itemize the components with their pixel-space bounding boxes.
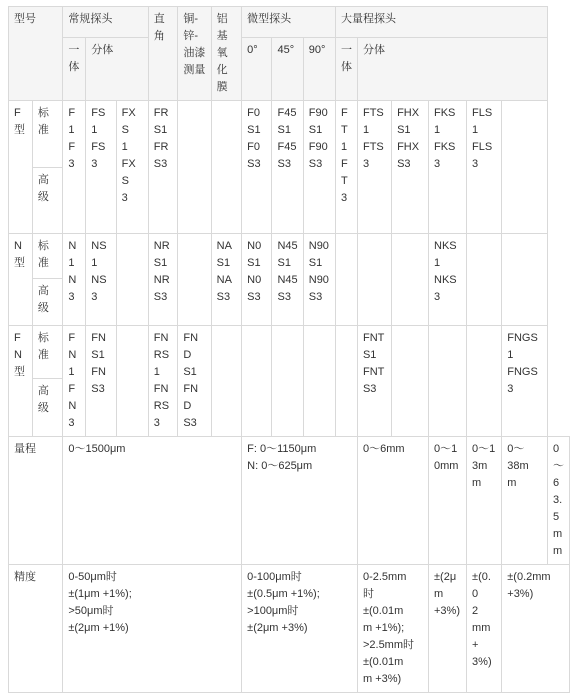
- cell-text: 2: [472, 605, 479, 617]
- cell-text: N: 0～625μm: [247, 460, 313, 472]
- probe-spec-table: [8, 6, 570, 693]
- cell-text: 级: [37, 401, 49, 414]
- cell-text: 1: [68, 366, 75, 378]
- cell-text: 膜: [216, 81, 228, 93]
- table-cell: [303, 326, 335, 437]
- table-cell: [335, 326, 357, 437]
- table-cell: [9, 101, 33, 234]
- cell-text: 0～1: [434, 443, 458, 455]
- table-cell: [63, 101, 86, 234]
- cell-text: 高: [37, 174, 49, 186]
- cell-text: 铜-: [183, 13, 199, 25]
- table-cell: [429, 101, 467, 234]
- cell-text: N: [68, 274, 77, 286]
- table-cell: [502, 437, 548, 565]
- cell-text: N0: [247, 274, 262, 286]
- table-cell: [502, 565, 570, 693]
- cell-text: N0: [247, 240, 262, 252]
- table-cell: [178, 101, 211, 234]
- cell-text: FR: [153, 107, 169, 119]
- cell-text: 1: [362, 124, 370, 136]
- cell-text: 级: [37, 191, 49, 203]
- cell-text: 准: [37, 257, 49, 269]
- cell-text: 准: [37, 124, 49, 136]
- cell-text: 体: [68, 60, 80, 73]
- table-cell: [429, 234, 467, 326]
- table-cell: [32, 168, 62, 234]
- cell-text: 氧: [216, 47, 228, 59]
- table-cell: [148, 101, 178, 234]
- cell-text: 0～: [553, 443, 564, 472]
- table-cell: [303, 37, 335, 100]
- cell-text: FNGS: [507, 332, 538, 344]
- table-cell: [272, 37, 303, 100]
- table-cell: [467, 437, 502, 565]
- cell-text: 3: [507, 383, 514, 395]
- cell-text: 0-100μm时: [247, 571, 302, 583]
- cell-text: 时: [362, 588, 374, 600]
- cell-text: 分体: [91, 43, 114, 56]
- table-cell: [148, 7, 178, 101]
- cell-text: m: [553, 545, 563, 557]
- cell-text: 型: [14, 366, 25, 378]
- cell-text: +3%): [472, 639, 492, 668]
- cell-text: S3: [277, 158, 291, 170]
- cell-text: F: [68, 141, 76, 153]
- table-cell: [242, 101, 272, 234]
- cell-text: N: [14, 349, 22, 361]
- table-cell: [357, 326, 391, 437]
- cell-text: S3: [397, 158, 411, 170]
- table-cell: [63, 7, 148, 38]
- cell-text: F: [14, 332, 21, 344]
- cell-text: 3: [153, 417, 160, 429]
- cell-text: 1: [68, 257, 75, 269]
- table-cell: [357, 437, 428, 565]
- cell-text: 锌-: [183, 30, 199, 42]
- cell-text: F: [340, 158, 348, 170]
- cell-text: 1: [507, 349, 514, 361]
- cell-text: 90°: [308, 43, 326, 56]
- cell-text: FNT: [362, 332, 385, 344]
- table-cell: [467, 234, 502, 326]
- table-cell: [242, 326, 272, 437]
- cell-text: 38m: [507, 460, 529, 472]
- cell-text: 基: [216, 30, 228, 42]
- cell-text: 一: [340, 43, 352, 56]
- table-cell: [63, 565, 242, 693]
- table-cell: [335, 37, 357, 100]
- cell-text: 0～6mm: [362, 443, 405, 455]
- cell-text: S3: [247, 158, 261, 170]
- cell-text: F0: [247, 107, 260, 119]
- cell-text: N: [68, 400, 77, 412]
- cell-text: S1: [247, 124, 261, 136]
- cell-text: S1: [277, 124, 291, 136]
- cell-text: 一: [68, 43, 80, 56]
- cell-text: 3: [472, 158, 479, 170]
- table-cell: [303, 101, 335, 234]
- cell-text: S1: [153, 257, 168, 269]
- table-cell: [357, 565, 428, 693]
- cell-text: S1: [91, 349, 105, 361]
- cell-text: >100μm时: [247, 605, 299, 617]
- cell-text: NS: [91, 274, 107, 286]
- cell-text: FHX: [397, 141, 420, 153]
- table-cell: [335, 7, 547, 38]
- cell-text: F: [14, 107, 21, 119]
- cell-text: S1: [397, 124, 411, 136]
- cell-text: S3: [308, 158, 323, 170]
- cell-text: N90: [308, 274, 329, 286]
- cell-text: m: [507, 477, 517, 489]
- cell-text: ±(0.0: [472, 571, 491, 600]
- cell-text: 高: [37, 384, 49, 397]
- cell-text: NR: [153, 240, 170, 252]
- table-row: [9, 326, 570, 379]
- cell-text: S3: [308, 291, 323, 303]
- cell-text: NKS3: [434, 274, 457, 303]
- cell-text: ±(2μ: [434, 571, 457, 583]
- table-cell: [272, 234, 303, 326]
- cell-text: S1: [308, 124, 323, 136]
- cell-text: FN: [153, 332, 169, 344]
- cell-text: S3: [153, 291, 168, 303]
- cell-text: F: 0～1150μm: [247, 443, 317, 455]
- cell-text: 1: [472, 124, 479, 136]
- cell-text: F0: [247, 141, 260, 153]
- cell-text: T: [340, 175, 348, 187]
- table-cell: [429, 565, 467, 693]
- table-cell: [272, 101, 303, 234]
- cell-text: FHX: [397, 107, 420, 119]
- cell-text: F90: [308, 141, 328, 153]
- table-cell: [116, 326, 148, 437]
- table-cell: [178, 7, 211, 101]
- table-cell: [148, 326, 178, 437]
- cell-text: 45°: [277, 43, 295, 56]
- table-cell: [211, 101, 241, 234]
- cell-text: N45: [277, 240, 298, 252]
- cell-text: N: [68, 349, 77, 361]
- table-cell: [9, 437, 63, 565]
- table-cell: [32, 326, 62, 379]
- cell-text: 微型探头: [247, 13, 292, 25]
- cell-text: RS: [153, 400, 170, 412]
- table-cell: [148, 234, 178, 326]
- cell-text: 1: [91, 124, 98, 136]
- cell-text: 0-50μm时: [68, 571, 117, 583]
- table-cell: [357, 37, 547, 100]
- cell-text: FLS: [472, 107, 493, 119]
- cell-text: FKS3: [434, 141, 456, 170]
- cell-text: 常规探头: [68, 13, 113, 25]
- cell-text: 分体: [362, 43, 385, 56]
- cell-text: S1: [362, 349, 377, 361]
- table-cell: [429, 326, 467, 437]
- cell-text: 大量程探头: [340, 13, 396, 25]
- cell-text: 0°: [247, 43, 258, 56]
- cell-text: NA: [216, 240, 232, 252]
- cell-text: 精度: [14, 571, 36, 583]
- cell-text: 3: [68, 158, 75, 170]
- table-cell: [211, 234, 241, 326]
- table-cell: [242, 234, 272, 326]
- cell-text: FND: [183, 383, 199, 412]
- cell-text: FTS: [362, 107, 384, 119]
- cell-text: F90: [308, 107, 328, 119]
- cell-text: FS: [91, 107, 106, 119]
- table-row: [9, 565, 570, 693]
- cell-text: ±(0.2mm: [507, 571, 551, 583]
- table-cell: [357, 101, 391, 234]
- table-cell: [467, 565, 502, 693]
- table-cell: [467, 101, 502, 234]
- table-cell: [9, 234, 33, 326]
- table-cell: [272, 326, 303, 437]
- cell-text: S3: [247, 291, 261, 303]
- table-cell: [86, 37, 149, 100]
- cell-text: 3mm: [472, 460, 488, 489]
- table-cell: [63, 234, 86, 326]
- cell-text: S1: [247, 257, 261, 269]
- cell-text: F45: [277, 107, 297, 119]
- table-cell: [392, 101, 429, 234]
- probe-spec-table-body: [9, 7, 570, 693]
- table-cell: [502, 101, 548, 234]
- cell-text: NKS1: [434, 240, 457, 269]
- table-cell: [63, 37, 86, 100]
- cell-text: S3: [362, 383, 377, 395]
- cell-text: 0～1500μm: [68, 443, 126, 455]
- cell-text: F45: [277, 141, 297, 153]
- cell-text: m: [434, 588, 444, 600]
- cell-text: S1: [183, 366, 197, 378]
- cell-text: S3: [153, 158, 168, 170]
- table-cell: [32, 234, 62, 279]
- table-cell: [211, 326, 241, 437]
- cell-text: N45: [277, 274, 298, 286]
- cell-text: RS: [153, 349, 170, 361]
- cell-text: m +3%): [362, 673, 402, 685]
- table-cell: [116, 101, 148, 234]
- table-cell: [242, 437, 358, 565]
- table-cell: [303, 234, 335, 326]
- cell-text: 1: [121, 141, 128, 153]
- table-cell: [429, 437, 467, 565]
- cell-text: 0～1: [472, 443, 496, 455]
- cell-text: S3: [277, 291, 291, 303]
- cell-text: NR: [153, 274, 170, 286]
- cell-text: +3%): [434, 605, 460, 617]
- cell-text: NA: [216, 274, 232, 286]
- cell-text: N: [68, 240, 77, 252]
- cell-text: F: [68, 332, 76, 344]
- cell-text: FXS: [121, 158, 136, 187]
- cell-text: 化: [216, 64, 228, 76]
- table-cell: [32, 378, 62, 436]
- cell-text: 3: [121, 192, 128, 204]
- table-cell: [242, 565, 358, 693]
- cell-text: 铝: [216, 13, 228, 25]
- table-cell: [178, 326, 211, 437]
- table-cell: [502, 234, 548, 326]
- cell-text: FNGS: [507, 366, 538, 378]
- cell-text: S1: [153, 124, 168, 136]
- cell-text: 直: [153, 13, 165, 25]
- cell-text: 型: [14, 124, 25, 136]
- table-row: [9, 234, 570, 279]
- table-cell: [86, 234, 116, 326]
- cell-text: F: [68, 107, 76, 119]
- cell-text: T: [340, 124, 348, 136]
- cell-text: NS: [91, 240, 107, 252]
- cell-text: S3: [183, 417, 197, 429]
- table-cell: [116, 234, 148, 326]
- cell-text: FN: [91, 366, 106, 378]
- table-cell: [9, 7, 63, 101]
- cell-text: 高: [37, 285, 49, 297]
- cell-text: 角: [153, 30, 165, 42]
- table-cell: [502, 326, 548, 437]
- cell-text: 63.5m: [553, 477, 563, 540]
- cell-text: S3: [216, 291, 231, 303]
- cell-text: F: [340, 107, 348, 119]
- cell-text: 型: [14, 257, 25, 269]
- cell-text: S1: [277, 257, 291, 269]
- table-cell: [86, 101, 116, 234]
- cell-text: +3%): [507, 588, 534, 600]
- table-cell: [9, 326, 33, 437]
- table-cell: [32, 101, 62, 168]
- cell-text: 体: [340, 60, 352, 73]
- cell-text: 3: [362, 158, 370, 170]
- table-cell: [335, 234, 357, 326]
- cell-text: 0-2.5mm: [362, 571, 407, 583]
- cell-text: 标: [37, 107, 49, 119]
- cell-text: 3: [91, 291, 98, 303]
- cell-text: FS: [91, 141, 106, 153]
- cell-text: ±(0.5μm +1%);: [247, 588, 320, 600]
- cell-text: FTS: [362, 141, 384, 153]
- cell-text: 1: [91, 257, 98, 269]
- table-cell: [178, 234, 211, 326]
- cell-text: FND: [183, 332, 199, 361]
- table-cell: [392, 234, 429, 326]
- cell-text: 0～: [507, 443, 525, 455]
- table-row: [9, 7, 570, 38]
- cell-text: >2.5mm时: [362, 639, 415, 651]
- table-row: [9, 37, 570, 100]
- cell-text: FN: [91, 332, 106, 344]
- table-cell: [242, 7, 336, 38]
- cell-text: N: [14, 240, 22, 252]
- cell-text: m +1%);: [362, 622, 405, 634]
- cell-text: 3: [68, 417, 75, 429]
- cell-text: FKS1: [434, 107, 456, 136]
- cell-text: FNT: [362, 366, 385, 378]
- cell-text: 油漆: [183, 47, 206, 59]
- table-cell: [467, 326, 502, 437]
- cell-text: 级: [37, 302, 49, 314]
- cell-text: ±(2μm +3%): [247, 622, 308, 634]
- cell-text: 型号: [14, 13, 36, 25]
- table-cell: [32, 279, 62, 326]
- table-cell: [357, 234, 391, 326]
- cell-text: N90: [308, 240, 329, 252]
- cell-text: 0mm: [434, 460, 459, 472]
- cell-text: ±(2μm +1%): [68, 622, 129, 634]
- table-row: [9, 437, 570, 565]
- table-cell: [548, 437, 570, 565]
- cell-text: 测量: [183, 64, 206, 76]
- cell-text: ±(0.01m: [362, 656, 404, 668]
- table-cell: [63, 326, 86, 437]
- cell-text: 准: [37, 349, 49, 361]
- cell-text: 3: [340, 192, 348, 204]
- table-cell: [335, 101, 357, 234]
- cell-text: >50μm时: [68, 605, 114, 617]
- cell-text: S3: [91, 383, 105, 395]
- cell-text: 3: [91, 158, 98, 170]
- cell-text: FR: [153, 141, 169, 153]
- cell-text: 标: [37, 332, 49, 344]
- cell-text: 量程: [14, 443, 36, 455]
- table-cell: [9, 565, 63, 693]
- cell-text: 3: [68, 291, 75, 303]
- cell-text: ±(0.01m: [362, 605, 404, 617]
- table-cell: [63, 437, 242, 565]
- table-cell: [211, 7, 241, 101]
- cell-text: mm: [472, 622, 491, 634]
- cell-text: 1: [340, 141, 348, 153]
- table-cell: [242, 37, 272, 100]
- cell-text: 1: [68, 124, 75, 136]
- cell-text: S1: [308, 257, 323, 269]
- cell-text: FXS: [121, 107, 136, 136]
- cell-text: 标: [37, 240, 49, 252]
- table-cell: [392, 326, 429, 437]
- cell-text: ±(1μm +1%);: [68, 588, 132, 600]
- cell-text: FN: [153, 383, 169, 395]
- cell-text: FLS: [472, 141, 493, 153]
- cell-text: F: [68, 383, 76, 395]
- table-row: [9, 101, 570, 168]
- cell-text: S1: [216, 257, 231, 269]
- table-cell: [86, 326, 116, 437]
- cell-text: 1: [153, 366, 160, 378]
